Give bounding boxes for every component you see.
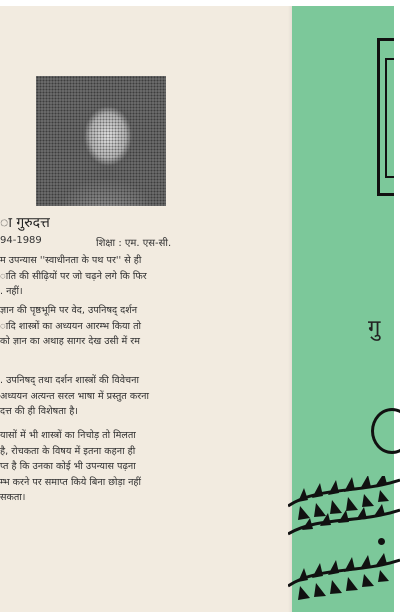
bio-paragraph-1: [0, 253, 214, 300]
author-dates: 94-1989: [0, 235, 42, 246]
bio-line: प्त है कि उनका कोई भी उपन्यास पढ़ना: [0, 461, 136, 472]
bio-paragraph-4: [0, 428, 214, 506]
bio-line: ज्ञान की पृष्ठभूमि पर वेद, उपनिषद् दर्शन: [0, 305, 138, 316]
cover-dot: [378, 538, 385, 545]
bio-line: यासों में भी शास्त्रों का निचोड़ तो मिलता: [0, 430, 136, 441]
bio-line: सकता।: [0, 492, 26, 503]
bio-paragraph-3: [0, 373, 214, 420]
bio-paragraph-2: [0, 303, 214, 350]
bio-line: म्भ करने पर समाप्त किये बिना छोड़ा नहीं: [0, 476, 142, 488]
author-education: शिक्षा : एम. एस-सी.: [96, 238, 172, 249]
cover-title-frame-inner: [385, 58, 394, 178]
bio-line: म उपन्यास ''स्वाधीनता के पथ पर'' से ही: [0, 255, 142, 266]
bio-line: अध्ययन अत्यन्त सरल भाषा में प्रस्तुत करना: [0, 390, 149, 402]
leaf-ornament-icon: [288, 476, 400, 536]
bio-line: को ज्ञान का अथाह सागर देख उसी में रम: [0, 336, 140, 347]
name-fragment-mark: ा: [0, 215, 17, 231]
bio-line: दत्त की ही विशेषता है।: [0, 406, 78, 417]
author-name: ा गुरुदत्त: [0, 215, 50, 231]
bio-line: है, रोचकता के विषय में इतना कहना ही: [0, 445, 136, 457]
bio-line: . उपनिषद् तथा दर्शन शास्त्रों की विवेचना: [0, 375, 139, 386]
bio-line: ाति की सीढ़ियों पर जो चढ़ने लगे कि फिर: [0, 270, 147, 282]
bio-line: ादि शास्त्रों का अध्ययन आरम्भ किया तो: [0, 320, 142, 332]
bio-line: . नहीं।: [0, 286, 23, 297]
leaf-ornament-icon: [288, 552, 400, 612]
author-portrait: [36, 76, 166, 206]
cover-script-text: गु: [368, 316, 381, 341]
